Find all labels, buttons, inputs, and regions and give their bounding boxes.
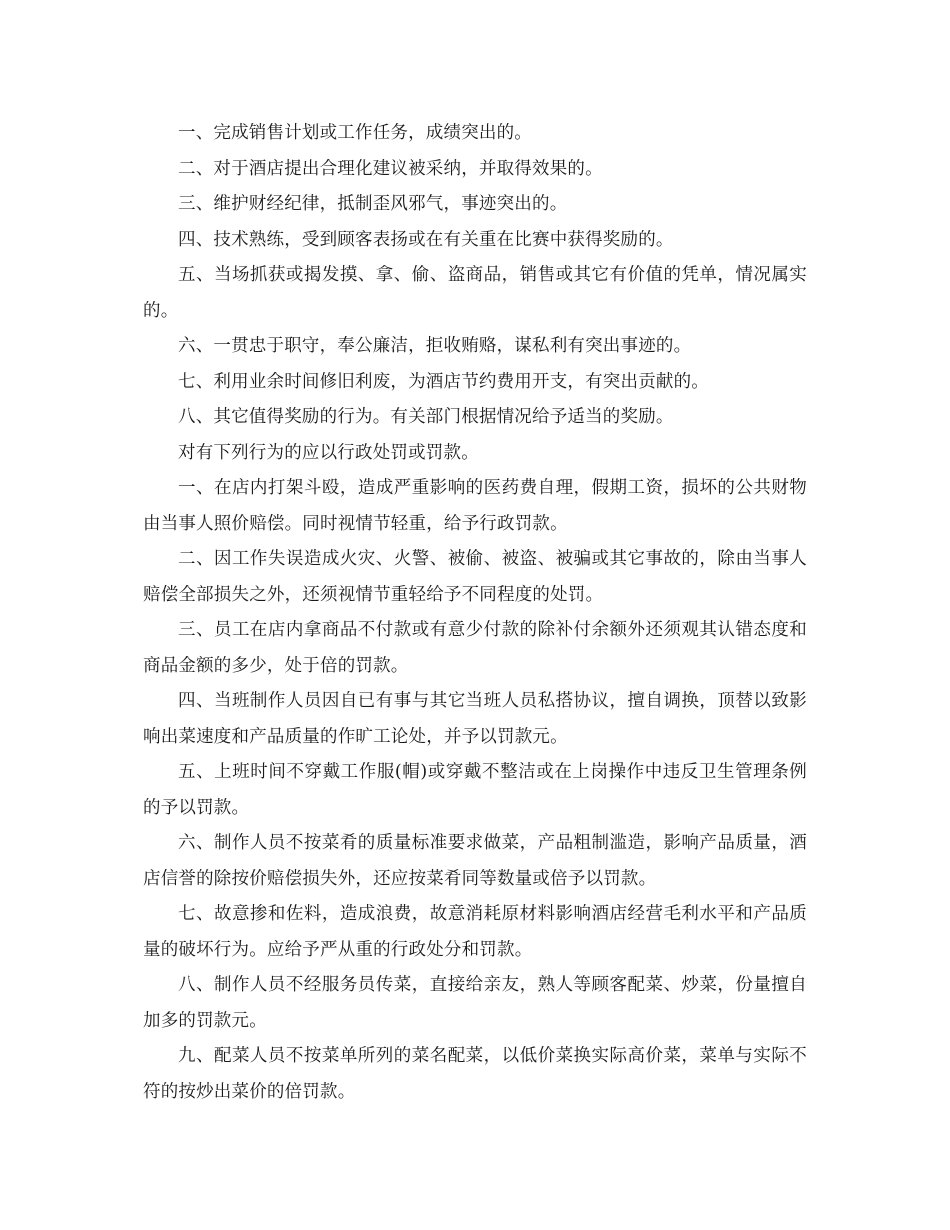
reward-item-6: 六、一贯忠于职守，奉公廉洁，拒收贿赂，谋私利有突出事迹的。 bbox=[178, 336, 692, 356]
penalty-item-5: 五、上班时间不穿戴工作服(帽)或穿戴不整洁或在上岗操作中违反卫生管理条例的予以罚款。 bbox=[143, 762, 807, 818]
penalty-item-9: 九、配菜人员不按菜单所列的菜名配菜，以低价菜换实际高价菜，菜单与实际不符的按炒出菜价的倍罚款。 bbox=[143, 1046, 807, 1102]
penalty-item-3: 三、员工在店内拿商品不付款或有意少付款的除补付余额外还须观其认错态度和商品金额的多少，处于倍的罚款。 bbox=[143, 620, 807, 676]
reward-item-7: 七、利用业余时间修旧利废，为酒店节约费用开支，有突出贡献的。 bbox=[178, 371, 709, 392]
penalty-item-1: 一、在店内打架斗殴，造成严重影响的医药费自理，假期工资，损坏的公共财物由当事人照价赔偿。同时视情节轻重，给予行政罚款。 bbox=[143, 478, 807, 534]
reward-item-8: 八、其它值得奖励的行为。有关部门根据情况给予适当的奖励。 bbox=[178, 407, 674, 427]
document-body bbox=[143, 116, 807, 1110]
reward-item-5: 五、当场抓获或揭发摸、拿、偷、盗商品，销售或其它有价值的凭单，情况属实的。 bbox=[143, 265, 807, 321]
penalty-item-6: 六、制作人员不按菜肴的质量标准要求做菜，产品粗制滥造，影响产品质量，酒店信誉的除按价赔偿损失外，还应按菜肴同等数量或倍予以罚款。 bbox=[143, 833, 807, 889]
penalty-item-8: 八、制作人员不经服务员传菜，直接给亲友，熟人等顾客配菜、炒菜，份量擅自加多的罚款元。 bbox=[143, 975, 807, 1031]
reward-item-3: 三、维护财经纪律，抵制歪风邪气，事迹突出的。 bbox=[178, 194, 568, 214]
reward-item-1: 一、完成销售计划或工作任务，成绩突出的。 bbox=[178, 123, 532, 143]
reward-item-2: 二、对于酒店提出合理化建议被采纳，并取得效果的。 bbox=[178, 158, 603, 179]
penalty-item-4: 四、当班制作人员因自已有事与其它当班人员私搭协议，擅自调换，顶替以致影响出菜速度和产品质量的作旷工论处，并予以罚款元。 bbox=[143, 691, 807, 747]
penalty-item-2: 二、因工作失误造成火灾、火警、被偷、被盗、被骗或其它事故的，除由当事人赔偿全部损失之外，还须视情节重轻给予不同程度的处罚。 bbox=[143, 549, 807, 605]
penalty-intro: 对有下列行为的应以行政处罚或罚款。 bbox=[178, 442, 479, 463]
penalty-item-7: 七、故意掺和佐料，造成浪费，故意消耗原材料影响酒店经营毛利水平和产品质量的破坏行为。应给予严从重的行政处分和罚款。 bbox=[143, 904, 807, 960]
reward-item-4: 四、技术熟练，受到顾客表扬或在有关重在比赛中获得奖励的。 bbox=[178, 229, 674, 250]
